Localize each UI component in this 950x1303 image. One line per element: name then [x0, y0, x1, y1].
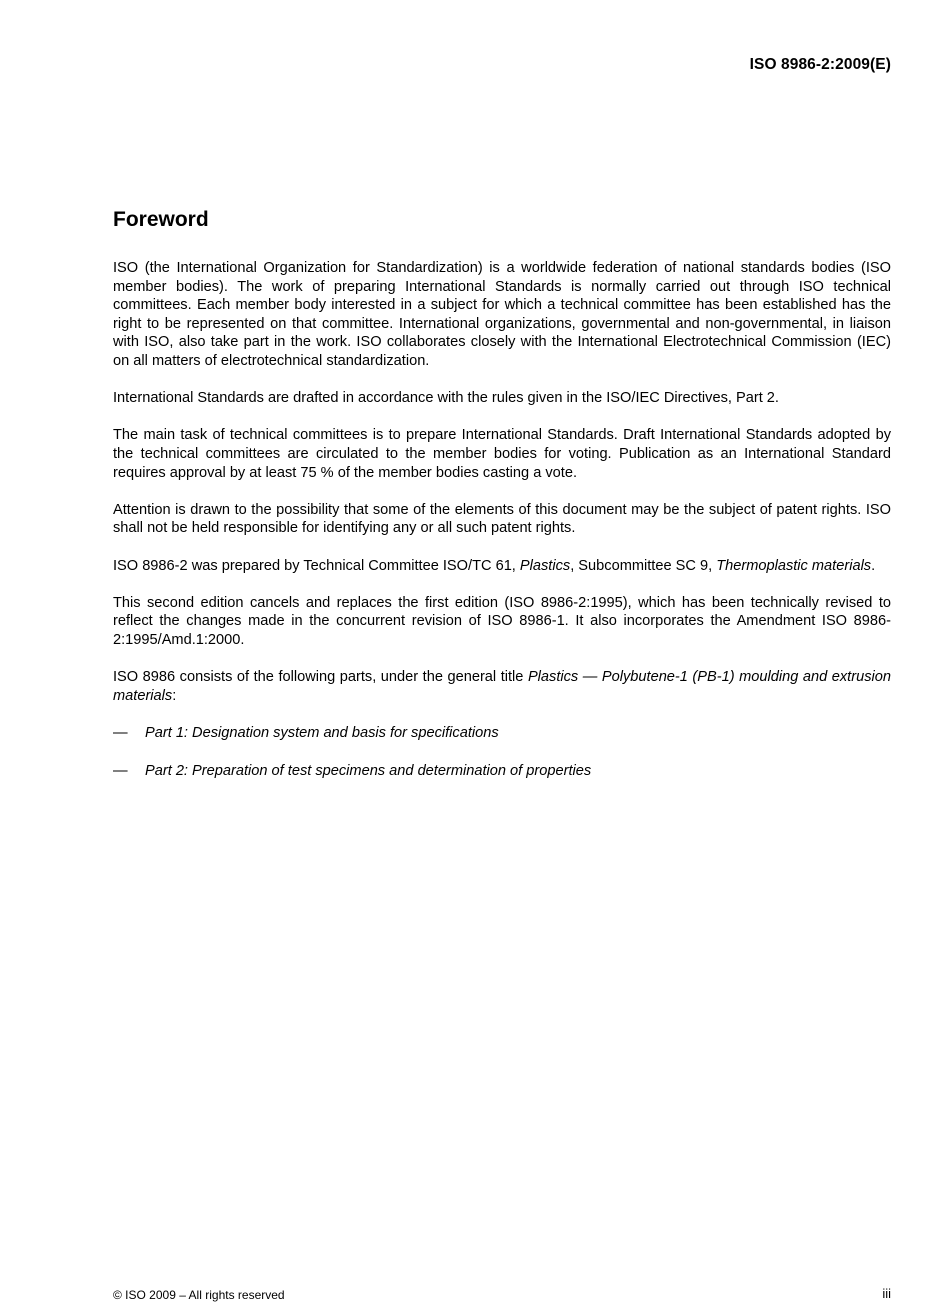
footer-page-number: iii: [882, 1286, 891, 1301]
parts-list: [113, 724, 891, 781]
paragraph-parts-intro: [113, 668, 891, 705]
page-title: Foreword: [113, 208, 209, 231]
committee-name: Plastics: [519, 557, 571, 574]
paragraph-main-task: The main task of technical committees is to prepare International Standards. Draft International Standards adopted by the technical committees are circulated to the member bodies for voting. Publication as an International Standard requires approval by at least 75 % of the member bodies casting a vote.: [113, 427, 891, 481]
footer-copyright: © ISO 2009 – All rights reserved: [113, 1288, 285, 1302]
foreword-body: [113, 259, 891, 801]
paragraph-patent-rights: Attention is drawn to the possibility that some of the elements of this document may be the subject of patent rights. ISO shall not be held responsible for identifying any or all such patent rights.: [113, 501, 891, 537]
document-id: ISO 8986-2:2009(E): [749, 56, 891, 73]
paragraph-iso-intro: ISO (the International Organization for Standardization) is a worldwide federation of national standards bodies (ISO member bodies). The work of preparing International Standards is normally carried out through ISO technical committees. Each member body interested in a subject for which a technical committee has been established has the right to be represented on that committee. International organizations, governmental and non-governmental, in liaison with ISO, also take part in the work. ISO collaborates closely with the International Electrotechnical Commission (IEC) on all matters of electrotechnical standardization.: [113, 260, 891, 369]
list-dash: —: [113, 763, 128, 780]
parts-intro-text-2: :: [172, 687, 177, 704]
paragraph-second-edition: This second edition cancels and replaces the first edition (ISO 8986-2:1995), which has been technically revised to reflect the changes made in the concurrent revision of ISO 8986-1. It also incorporates the Amendment ISO 8986-2:1995/Amd.1:2000.: [113, 594, 891, 648]
prepared-by-text-3: .: [871, 557, 876, 574]
prepared-by-text-1: ISO 8986-2 was prepared by Technical Committee ISO/TC 61,: [113, 557, 520, 574]
part-label: Part 1: Designation system and basis for specifications: [145, 724, 499, 741]
paragraph-prepared-by: [113, 557, 891, 576]
parts-intro-text-1: ISO 8986 consists of the following parts, under the general title: [113, 669, 528, 686]
list-item: [113, 724, 891, 743]
paragraph-directives: International Standards are drafted in accordance with the rules given in the ISO/IEC Directives, Part 2.: [113, 390, 779, 407]
list-item: [113, 762, 891, 781]
prepared-by-text-2: , Subcommittee SC 9,: [570, 557, 717, 574]
general-title: Plastics — Polybutene-1 (PB-1) moulding and extrusion materials: [113, 669, 891, 704]
subcommittee-name: Thermoplastic materials: [716, 557, 872, 574]
part-label: Part 2: Preparation of test specimens and determination of properties: [145, 763, 592, 780]
list-dash: —: [113, 724, 128, 741]
